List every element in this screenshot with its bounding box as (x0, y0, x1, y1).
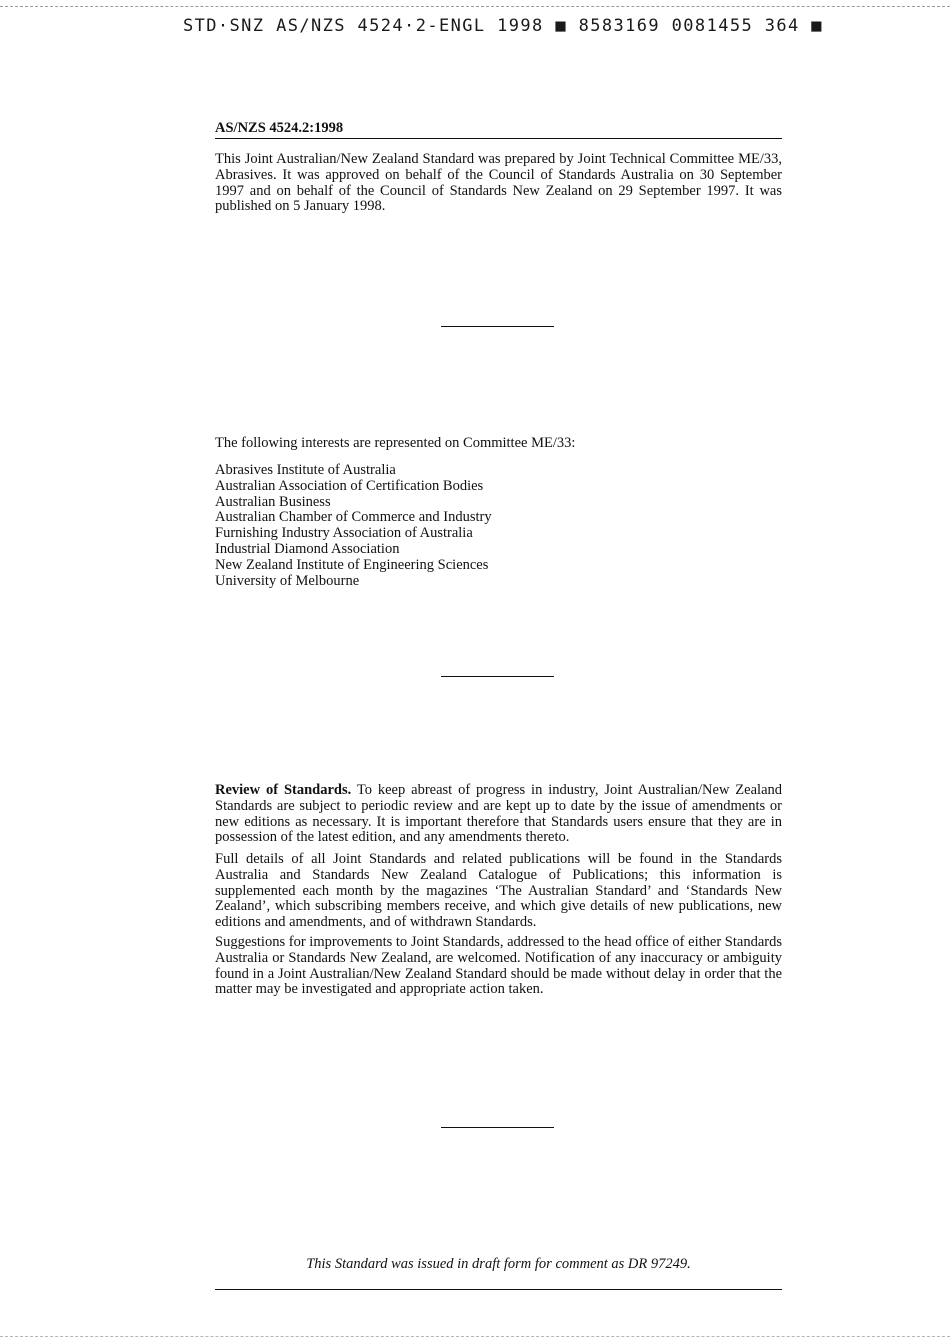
draft-footnote: This Standard was issued in draft form for comment as DR 97249. (306, 1256, 691, 1272)
scan-header: STD·SNZ AS/NZS 4524·2-ENGL 1998 ■ 8583169 0081455 364 ■ (183, 16, 823, 36)
review-paragraph-2: Full details of all Joint Standards and related publications will be found in the Standards Australia and Standards New Zealand Catalogue of Publications; this information is supplemented each month by the magazines ‘The Australian Standard’ and ‘Standards New Zealand’, which subscribing members receive, and which give details of new publications, new editions and amendments, and of withdrawn Standards. (215, 851, 782, 931)
review-heading: Review of Standards. (215, 782, 352, 798)
committee-member-list (215, 463, 492, 589)
section-divider (441, 326, 554, 327)
review-text-1: To keep abreast of progress in industry, Joint Australian/New Zealand Standards are subject to periodic review and are kept up to date by the issue of amendments or new editions as necessary. It is important therefore that Standards users ensure that they are in possession of the latest edition, and any amendments thereto. (215, 782, 783, 846)
committee-intro: The following interests are represented on Committee ME/33: (215, 435, 576, 451)
list-item: New Zealand Institute of Engineering Sciences (215, 556, 489, 573)
list-item: University of Melbourne (215, 572, 360, 589)
review-paragraph-3: Suggestions for improvements to Joint Standards, addressed to the head office of either Standards Australia or Standards New Zealand, are welcomed. Notification of any inaccuracy or ambiguity found in a Joint Australian/New Zealand Standard should be made without delay in order that the matter may be investigated and appropriate action taken. (215, 934, 782, 998)
review-paragraph-1 (215, 783, 782, 846)
list-item: Australian Chamber of Commerce and Industry (215, 509, 492, 526)
list-item: Furnishing Industry Association of Australia (215, 525, 473, 542)
section-divider (441, 1127, 554, 1128)
preparation-note: This Joint Australian/New Zealand Standard was prepared by Joint Technical Committee ME/33, Abrasives. It was approved on behalf of the Council of Standards Australia on 30 September 1997 and on behalf of the Council of Standards New Zealand on 29 September 1997. It was published on 5 January 1998. (215, 151, 782, 215)
scan-top-line (0, 6, 950, 7)
list-item: Australian Business (215, 493, 331, 510)
scan-bottom-line (0, 1336, 950, 1337)
list-item: Industrial Diamond Association (215, 540, 400, 557)
list-item: Australian Association of Certification Bodies (215, 477, 484, 494)
header-rule (215, 138, 782, 139)
section-divider (441, 676, 554, 677)
document-id: AS/NZS 4524.2:1998 (215, 120, 344, 136)
footer-rule (215, 1289, 782, 1290)
list-item: Abrasives Institute of Australia (215, 462, 396, 478)
